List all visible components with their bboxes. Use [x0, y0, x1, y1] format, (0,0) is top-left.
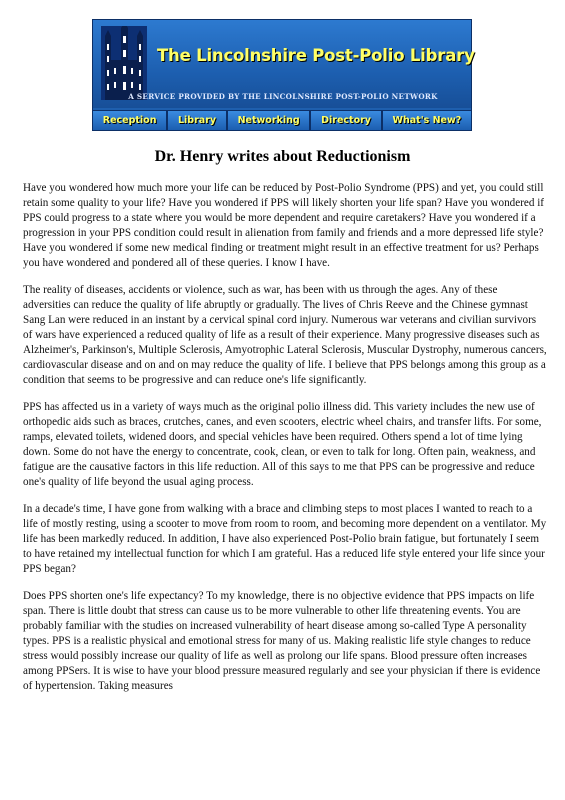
cathedral-icon	[101, 26, 147, 100]
paragraph: Does PPS shorten one's life expectancy? To my knowledge, there is no objective evidence that PPS impacts on life span. There is little doubt that stress can cause us to be more vulnerable to other life threatening events. You are probably familiar with the studies on increased vulnerability of heart disease among so-called Type A personality types. PPS is a realistic physical and emotional stress for many of us. Making realistic life style changes to reduce stress would possibly increase our quality of life as well as prolong our life spans. Blood pressure often increases among PPSers. It is wise to have your blood pressure measured regularly and see your physician if there is evidence of hypertension. Taking measures	[23, 590, 541, 692]
main-nav	[92, 110, 472, 131]
site-title: The Lincolnshire Post-Polio Library	[157, 46, 475, 65]
paragraph: The reality of diseases, accidents or violence, such as war, has been with us through the ages. Any of these adversities can reduce the quality of life abruptly or gradually. The lives of Chris Reeve and the Chinese gymnast Sang Lan were reduced in an instant by a cervical spinal cord injury. Numerous war veterans and civilian survivors of wars have experienced a reduced quality of life as a result of their experience. Many progressive diseases such as Alzheimer's, Parkinson's, Multiple Sclerosis, Amyotrophic Lateral Sclerosis, Muscular Dystrophy, numerous cancers, cardiovascular disease and on and on may reduce the quality of life. I believe that PPS belongs among this group as a condition that seems to be progressive and can reduce one's life significantly.	[23, 284, 547, 386]
nav-item-library[interactable]: Library	[168, 111, 226, 130]
article-title: Dr. Henry writes about Reductionism	[154, 148, 411, 165]
site-subtitle: A SERVICE PROVIDED BY THE LINCOLNSHIRE POST-POLIO NETWORK	[128, 92, 438, 101]
paragraph: Have you wondered how much more your life can be reduced by Post-Polio Syndrome (PPS) and yet, you could still retain some quality to your life? Have you wondered if PPS will likely shorten your life span? Have you wondered if PPS could progress to a state where you would be more dependent and require caretakers? Have you wondered if a progression in your PPS condition could result in alienation from family and friends and a more depressed life style? Have you wondered if some new medical finding or treatment might result in an effective treatment for us? Perhaps you have wondered and pondered all of these queries. I know I have.	[23, 182, 545, 269]
banner-header	[93, 20, 475, 108]
nav-item-directory[interactable]: Directory	[311, 111, 380, 130]
paragraph: PPS has affected us in a variety of ways much as the original polio illness did. This variety includes the new use of orthopedic aids such as braces, crutches, canes, and even scooters, electric wheel chairs, and transfer lifts. For some, ramps, elevated toilets, widened doors, and special vehicles have been required. Others spend a lot of time lying down. Some do not have the energy to concentrate, cook, clean, or even to talk for long. Often pain, weakness, and fatigue are the causative factors in this life reduction. All of this says to me that PPS can be progressive and reduce one's quality of life beyond the usual aging process.	[23, 401, 542, 488]
nav-item-whats-new[interactable]: What's New?	[383, 111, 471, 130]
article-body	[23, 181, 547, 706]
nav-item-reception[interactable]: Reception	[93, 111, 166, 130]
nav-item-networking[interactable]: Networking	[228, 111, 310, 130]
paragraph: In a decade's time, I have gone from walking with a brace and climbing steps to most places I wanted to reach to a life of mostly resting, using a scooter to move from room to room, and becoming more dependent on a ventilator. My life has been markedly reduced. In addition, I have also experienced Post-Polio brain fatigue, but fortunately I seem to have retained my intellectual function for which I am grateful. Has a reduced life style entered your life since your PPS began?	[23, 503, 547, 575]
